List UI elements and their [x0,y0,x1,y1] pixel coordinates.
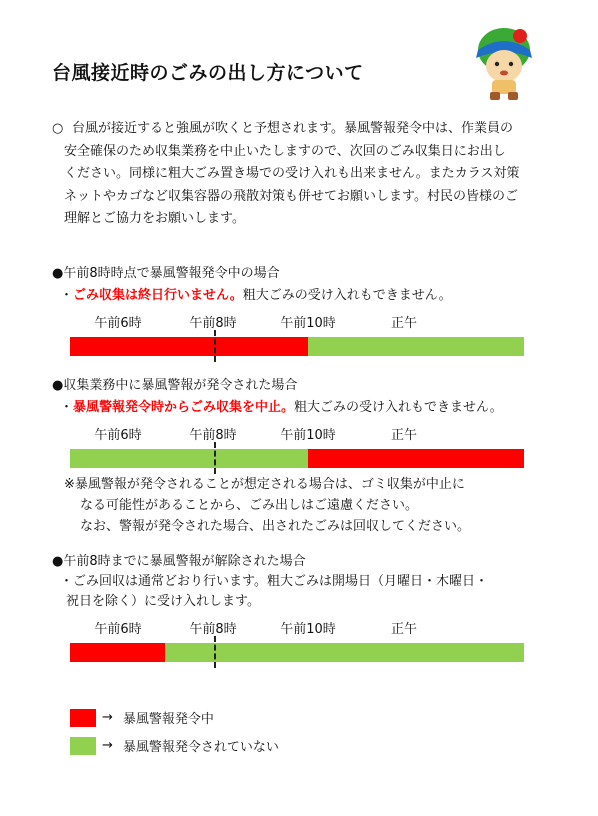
mascot-character-icon [466,20,542,102]
intro-line: ください。同様に粗大ごみ置き場での受け入れも出来ません。またカラス対策 [64,166,520,181]
intro-line: 安全確保のため収集業務を中止いたしますので、次回のごみ収集日にお出し [64,143,506,159]
time-label: 午前8時 [189,622,237,637]
time-label: 午前6時 [94,316,142,331]
circle-bullet: ○ [52,121,64,136]
note-line: ※暴風警報が発令されることが想定される場合は、ゴミ収集が中止に [64,477,465,492]
section-1-emphasis: ごみ収集は終日行いません。 [73,288,243,303]
note-line: なお、警報が発令された場合、出されたごみは回収してください。 [80,519,471,534]
status-bar [70,643,524,662]
section-2-rest: 粗大ごみの受け入れもできません。 [294,400,503,415]
bullet: ・ [60,400,74,415]
time-label: 正午 [390,428,418,443]
timeline-1 [58,312,538,372]
arrow-icon: → [102,738,113,753]
time-label: 午前10時 [280,316,336,331]
8am-marker-line [214,442,216,474]
bullet: ・ [60,288,74,303]
section-2-heading: ●収集業務中に暴風警報が発令された場合 [52,378,298,393]
page-title: 台風接近時のごみの出し方について [52,62,364,84]
bar-segment-no-warning [165,643,524,662]
legend-item-warning [70,708,214,727]
legend-swatch-red [70,709,96,727]
section-1-subtext [60,284,452,303]
arrow-icon: → [102,710,113,725]
time-label: 午前10時 [280,622,336,637]
legend-label: 暴風警報発令されていない [122,740,279,755]
bar-segment-warning [70,643,165,662]
section-3-heading: ●午前8時までに暴風警報が解除された場合 [52,554,306,569]
time-label: 正午 [390,316,418,331]
time-label: 正午 [390,622,418,637]
section-2-subtext [60,396,503,415]
section-1-rest: 粗大ごみの受け入れもできません。 [242,288,452,303]
time-label: 午前6時 [94,622,142,637]
status-bar [70,449,524,468]
intro-line: 台風が接近すると強風が吹くと予想されます。暴風警報発令中は、作業員の [72,121,513,136]
8am-marker-line [214,330,216,362]
status-bar [70,337,524,356]
8am-marker-line [214,636,216,668]
time-label: 午前6時 [94,428,142,443]
intro-paragraph [52,118,552,231]
time-label: 午前10時 [280,428,336,443]
caution-note [64,474,470,537]
note-line: なる可能性があることから、ごみ出しはご遠慮ください。 [80,498,419,513]
bar-segment-no-warning [70,449,308,468]
time-label: 午前8時 [189,428,237,443]
section-1-heading: ●午前8時時点で暴風警報発令中の場合 [52,266,280,281]
timeline-3 [58,618,538,678]
intro-line: ネットやカゴなど収集容器の飛散対策も併せてお願いします。村民の皆様のご [64,188,518,204]
section-2-emphasis: 暴風警報発令時からごみ収集を中止。 [73,400,295,415]
legend-swatch-green [70,737,96,755]
legend-label: 暴風警報発令中 [122,712,214,727]
section-3-line: 祝日を除く）に受け入れします。 [66,594,260,609]
time-label: 午前8時 [189,316,237,331]
bar-segment-no-warning [308,337,524,356]
section-3-subtext [60,572,488,612]
bar-segment-warning [308,449,524,468]
intro-line: 理解とご協力をお願いします。 [64,211,245,226]
section-3-line: ・ごみ回収は通常どおり行います。粗大ごみは開場日（月曜日・木曜日・ [60,574,488,589]
legend-item-no-warning [70,736,279,755]
bar-segment-warning [70,337,308,356]
